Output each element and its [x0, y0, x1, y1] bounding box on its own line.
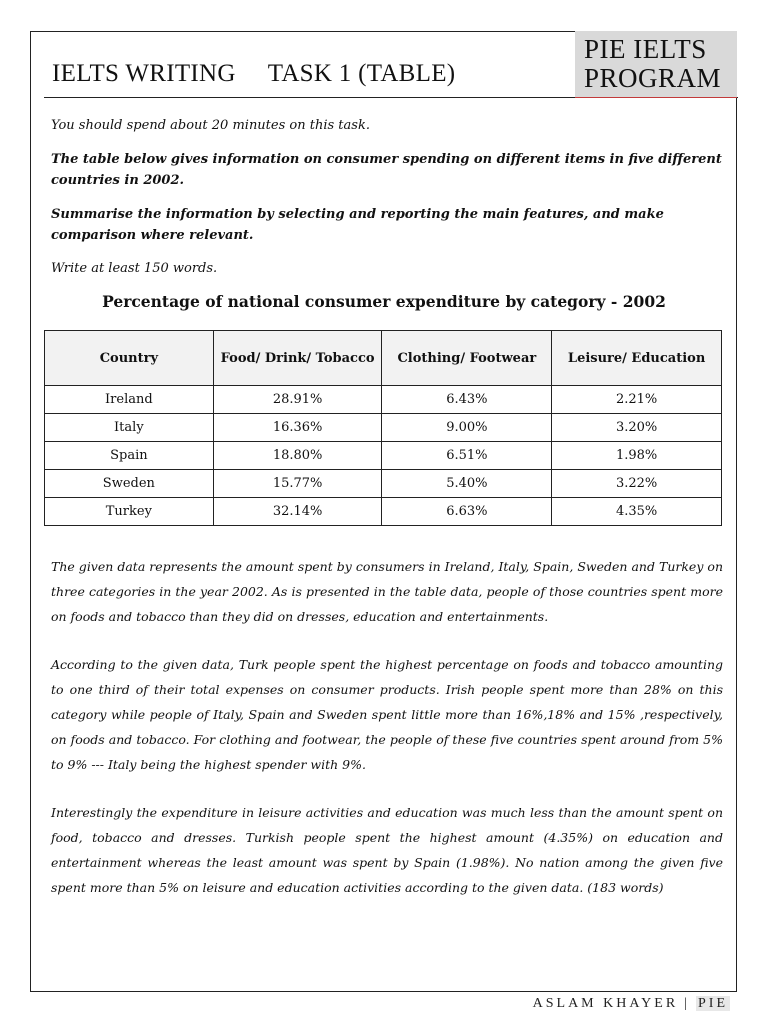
brand-line-1: PIE IELTS — [584, 34, 707, 64]
instruction-words: Write at least 150 words. — [51, 261, 218, 276]
table-cell: Sweden — [45, 470, 214, 498]
title-right: TASK 1 (TABLE) — [267, 60, 456, 87]
footer-tag: PIE — [698, 996, 728, 1011]
table-row — [45, 442, 722, 470]
brand-line-2: PROGRAM — [584, 63, 722, 93]
expenditure-table — [44, 330, 722, 526]
table-cell: Spain — [45, 442, 214, 470]
table-row — [45, 414, 722, 442]
table-cell: Italy — [45, 414, 214, 442]
table-cell: 16.36% — [213, 414, 382, 442]
table-cell: Ireland — [45, 386, 214, 414]
essay-paragraph-2: According to the given data, Turk people spent the highest percentage on foods and tobacco amounting to one third of their total expenses on consumer products. Irish people spent more than 28% on this category while people of Italy, Spain and Sweden spent little more than 16%,18% and 15% ,respectively, on foods and tobacco. For clothing and footwear, the people of these five countries spent around from 5% to 9% --- Italy being the highest spender with 9%. — [51, 657, 723, 772]
title-left: IELTS WRITING — [52, 60, 236, 87]
column-header: Clothing/ Footwear — [382, 331, 552, 386]
instruction-task: Summarise the information by selecting and reporting the main features, and make comparison where relevant. — [51, 207, 664, 243]
footer-separator: | — [684, 996, 690, 1011]
footer-author: ASLAM KHAYER — [532, 996, 679, 1011]
essay-paragraph-1: The given data represents the amount spent by consumers in Ireland, Italy, Spain, Sweden and Turkey on three categories in the year 2002. As is presented in the table data, people of those countries spent more on foods and tobacco than they did on dresses, education and entertainments. — [51, 559, 723, 624]
table-cell: 15.77% — [213, 470, 382, 498]
brand-box — [575, 31, 737, 97]
table-cell: 1.98% — [552, 442, 722, 470]
table-cell: 5.40% — [382, 470, 552, 498]
column-header: Food/ Drink/ Tobacco — [213, 331, 382, 386]
table-header-row — [45, 331, 722, 386]
page-footer — [533, 996, 730, 1012]
header-divider-accent — [575, 97, 737, 98]
table-cell: 6.51% — [382, 442, 552, 470]
table-cell: 4.35% — [552, 498, 722, 526]
table-cell: 6.43% — [382, 386, 552, 414]
table-cell: 3.20% — [552, 414, 722, 442]
page-title — [52, 60, 455, 88]
column-header: Leisure/ Education — [552, 331, 722, 386]
table-title: Percentage of national consumer expenditure by category - 2002 — [102, 292, 666, 311]
table-cell: 28.91% — [213, 386, 382, 414]
table-cell: 9.00% — [382, 414, 552, 442]
column-header: Country — [45, 331, 214, 386]
table-row — [45, 470, 722, 498]
table-row — [45, 386, 722, 414]
table-cell: 6.63% — [382, 498, 552, 526]
table-cell: 18.80% — [213, 442, 382, 470]
table-row — [45, 498, 722, 526]
table-cell: Turkey — [45, 498, 214, 526]
essay-paragraph-3: Interestingly the expenditure in leisure activities and education was much less than the amount spent on food, tobacco and dresses. Turkish people spent the highest amount (4.35%) on education and entertainment whereas the least amount was spent by Spain (1.98%). No nation among the given five spent more than 5% on leisure and education activities according to the given data. (183 words) — [51, 805, 723, 895]
table-cell: 2.21% — [552, 386, 722, 414]
instruction-time: You should spend about 20 minutes on this task. — [51, 118, 370, 133]
instruction-prompt: The table below gives information on consumer spending on different items in five different countries in 2002. — [51, 152, 722, 188]
table-cell: 3.22% — [552, 470, 722, 498]
table-cell: 32.14% — [213, 498, 382, 526]
